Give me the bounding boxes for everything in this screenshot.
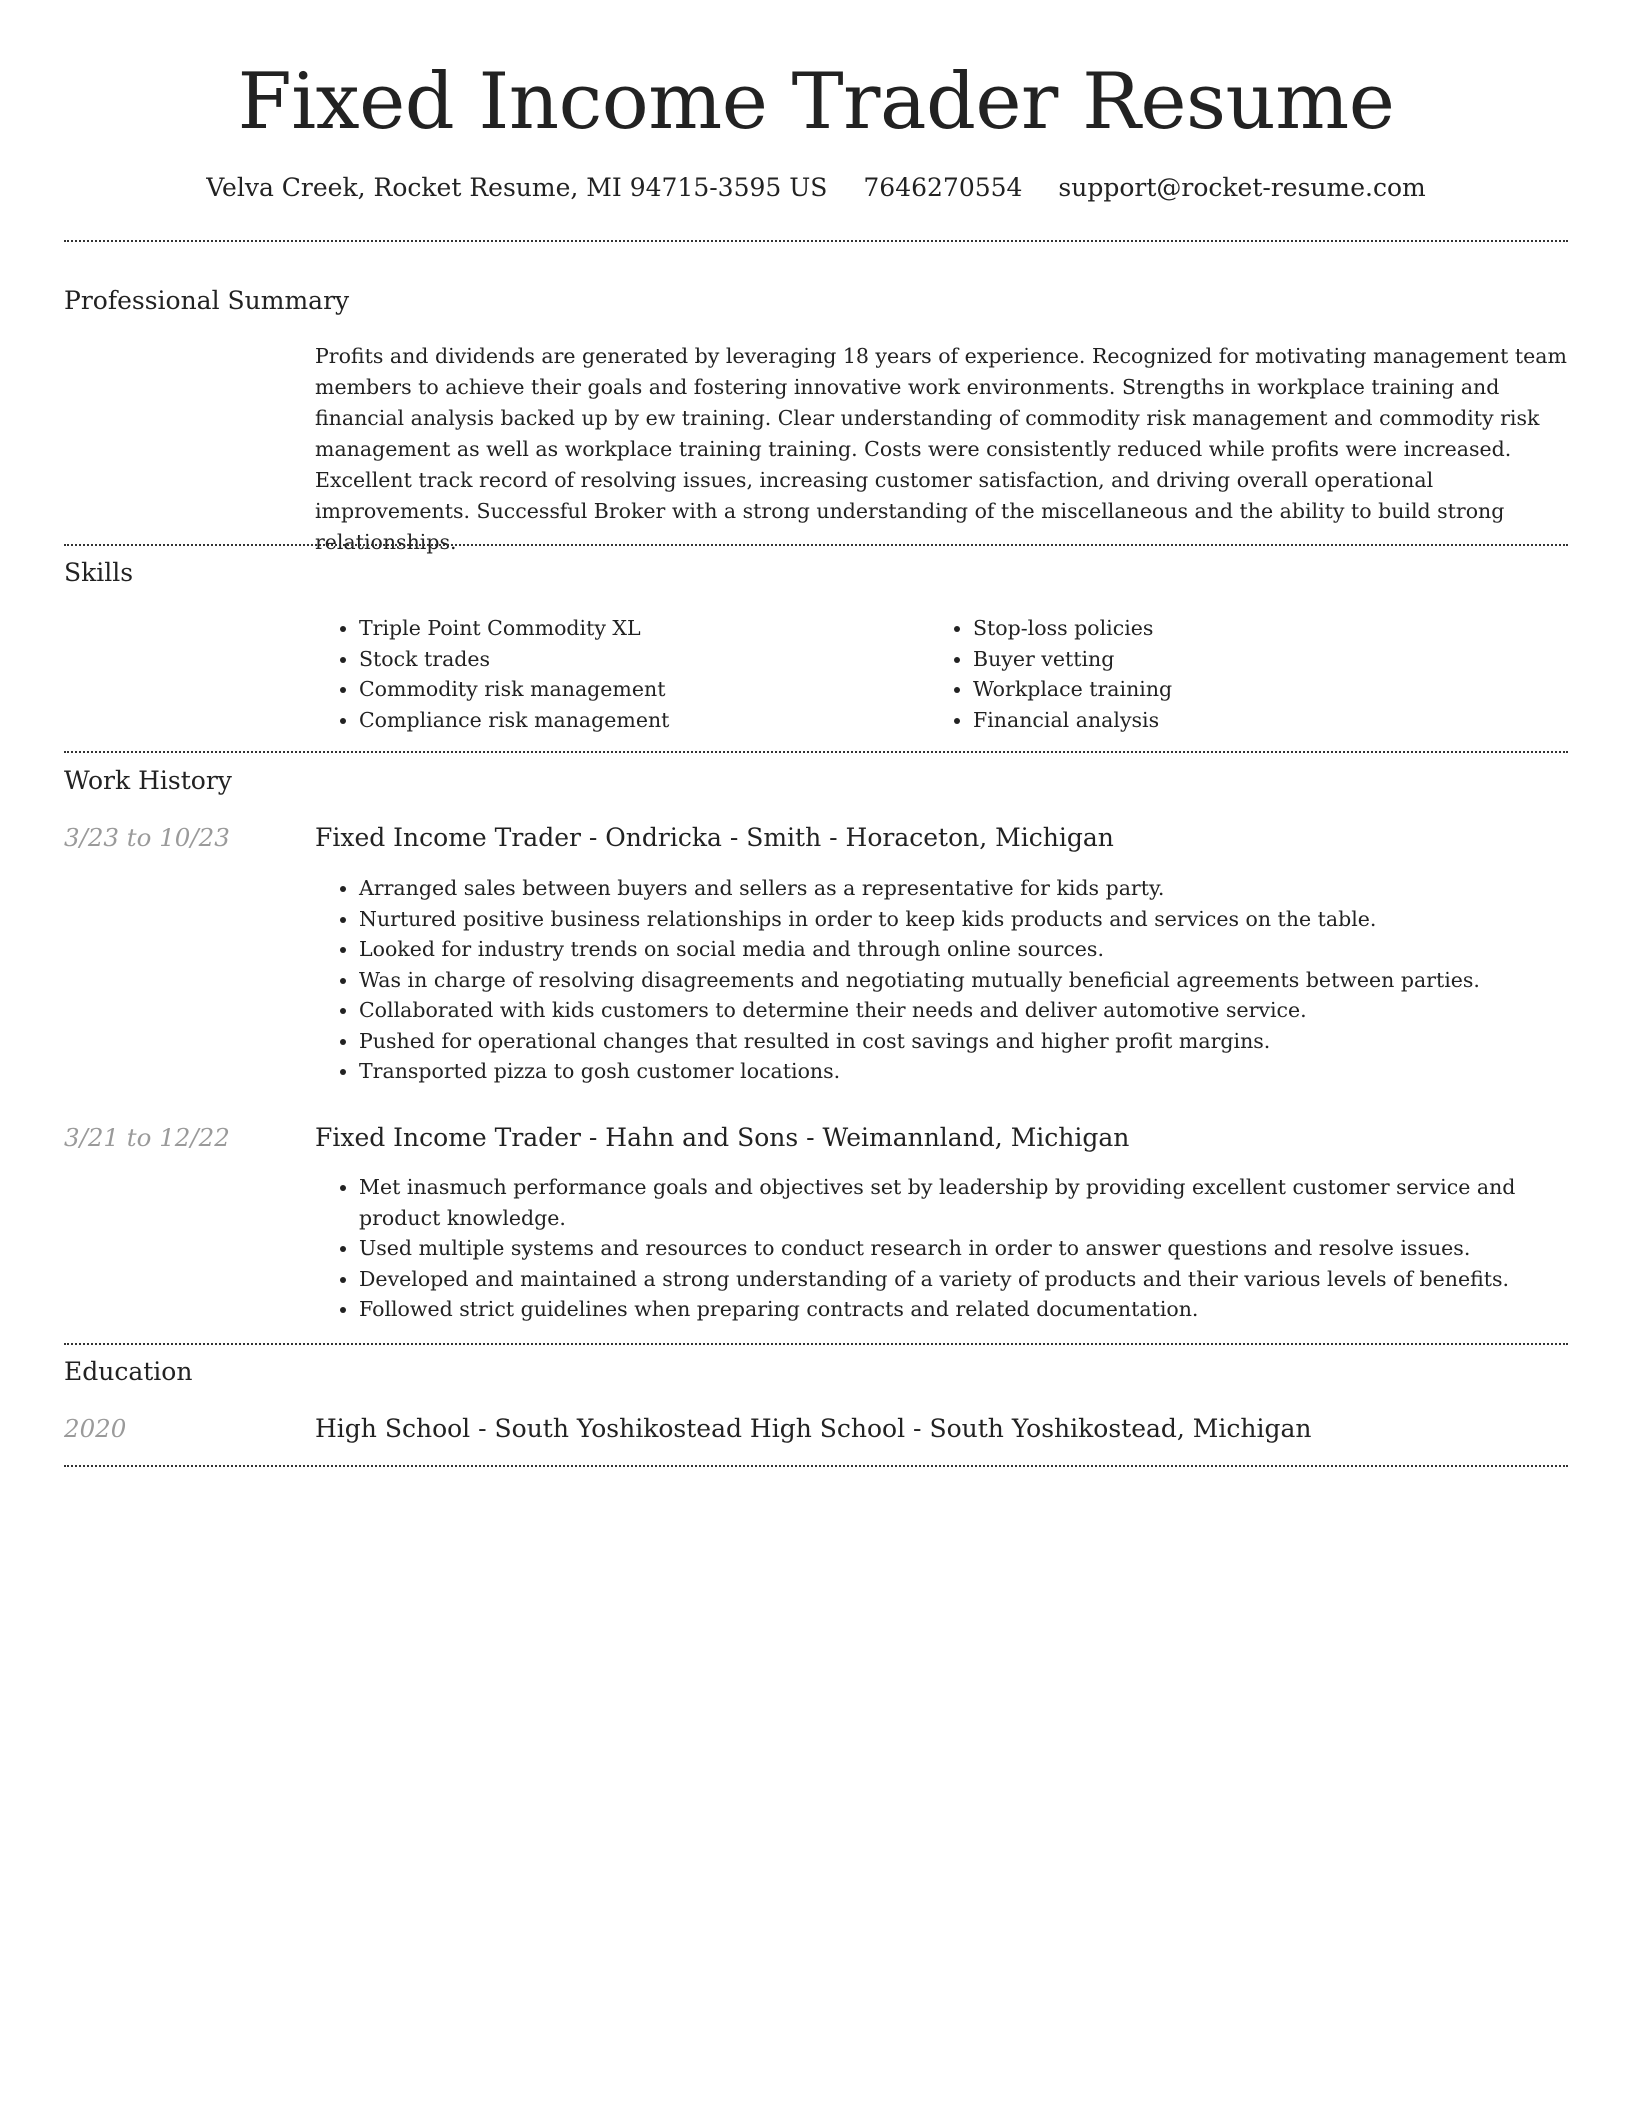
contact-phone: 7646270554 — [863, 173, 1023, 202]
skill-item: • Workplace training — [973, 674, 1529, 705]
job-bullets — [315, 1172, 1573, 1325]
education-heading: Education — [64, 1357, 193, 1386]
job-dates: 3/23 to 10/23 — [64, 823, 230, 852]
resume-title: Fixed Income Trader Resume — [237, 57, 1395, 147]
skill-item: • Triple Point Commodity XL — [359, 613, 915, 644]
summary-text: Profits and dividends are generated by leveraging 18 years of experience. Recognized for motivating management team members to achieve their goals and fostering innovative work environments. Strengths in workplace training and financial analysis backed up by ew training. Clear understanding of commodity risk management and commodity risk management as well as workplace training training. Costs were consistently reduced while profits were increased. Excellent track record of resolving issues, increasing customer satisfaction, and driving overall operational improvements. Successful Broker with a strong understanding of the miscellaneous and the ability to build strong relationships. — [315, 344, 1567, 554]
job-bullet: • Was in charge of resolving disagreements and negotiating mutually beneficial agreements between parties. — [359, 965, 1573, 996]
skills-list-right — [929, 613, 1529, 735]
education-year: 2020 — [64, 1414, 127, 1443]
job-bullet: • Collaborated with kids customers to determine their needs and deliver automotive service. — [359, 995, 1573, 1026]
skill-item: • Stock trades — [359, 644, 915, 675]
work-divider — [64, 1343, 1568, 1345]
skill-item: • Commodity risk management — [359, 674, 915, 705]
job-bullet: • Met inasmuch performance goals and objectives set by leadership by providing excellent customer service and product knowledge. — [359, 1172, 1573, 1233]
education-divider — [64, 1465, 1568, 1467]
education-title: High School - South Yoshikostead High School - South Yoshikostead, Michigan — [315, 1414, 1312, 1443]
header-divider — [64, 240, 1568, 242]
job-bullet: • Used multiple systems and resources to conduct research in order to answer questions and resolve issues. — [359, 1233, 1573, 1264]
job-title: Fixed Income Trader - Ondricka - Smith - Horaceton, Michigan — [315, 823, 1114, 852]
job-dates: 3/21 to 12/22 — [64, 1123, 230, 1152]
job-title: Fixed Income Trader - Hahn and Sons - Weimannland, Michigan — [315, 1123, 1130, 1152]
skills-divider — [64, 751, 1568, 753]
job-bullet: • Transported pizza to gosh customer locations. — [359, 1056, 1573, 1087]
job-bullet: • Followed strict guidelines when preparing contracts and related documentation. — [359, 1294, 1573, 1325]
job-bullet: • Developed and maintained a strong understanding of a variety of products and their various levels of benefits. — [359, 1264, 1573, 1295]
job-bullets — [315, 873, 1573, 1087]
job-bullet: • Arranged sales between buyers and sellers as a representative for kids party. — [359, 873, 1573, 904]
skills-heading: Skills — [64, 558, 134, 587]
contact-email: support@rocket-resume.com — [1058, 173, 1426, 202]
skill-item: • Compliance risk management — [359, 705, 915, 736]
skill-item: • Buyer vetting — [973, 644, 1529, 675]
summary-heading: Professional Summary — [64, 286, 350, 315]
skill-item: • Stop-loss policies — [973, 613, 1529, 644]
skill-item: • Financial analysis — [973, 705, 1529, 736]
skills-list-left — [315, 613, 915, 735]
summary-divider — [64, 544, 1568, 546]
job-bullet: • Pushed for operational changes that resulted in cost savings and higher profit margins. — [359, 1026, 1573, 1057]
job-bullet: • Nurtured positive business relationships in order to keep kids products and services on the table. — [359, 904, 1573, 935]
contact-address: Velva Creek, Rocket Resume, MI 94715-3595 US — [206, 173, 828, 202]
work-heading: Work History — [64, 766, 232, 795]
contact-line — [0, 170, 1632, 206]
job-bullet: • Looked for industry trends on social media and through online sources. — [359, 934, 1573, 965]
